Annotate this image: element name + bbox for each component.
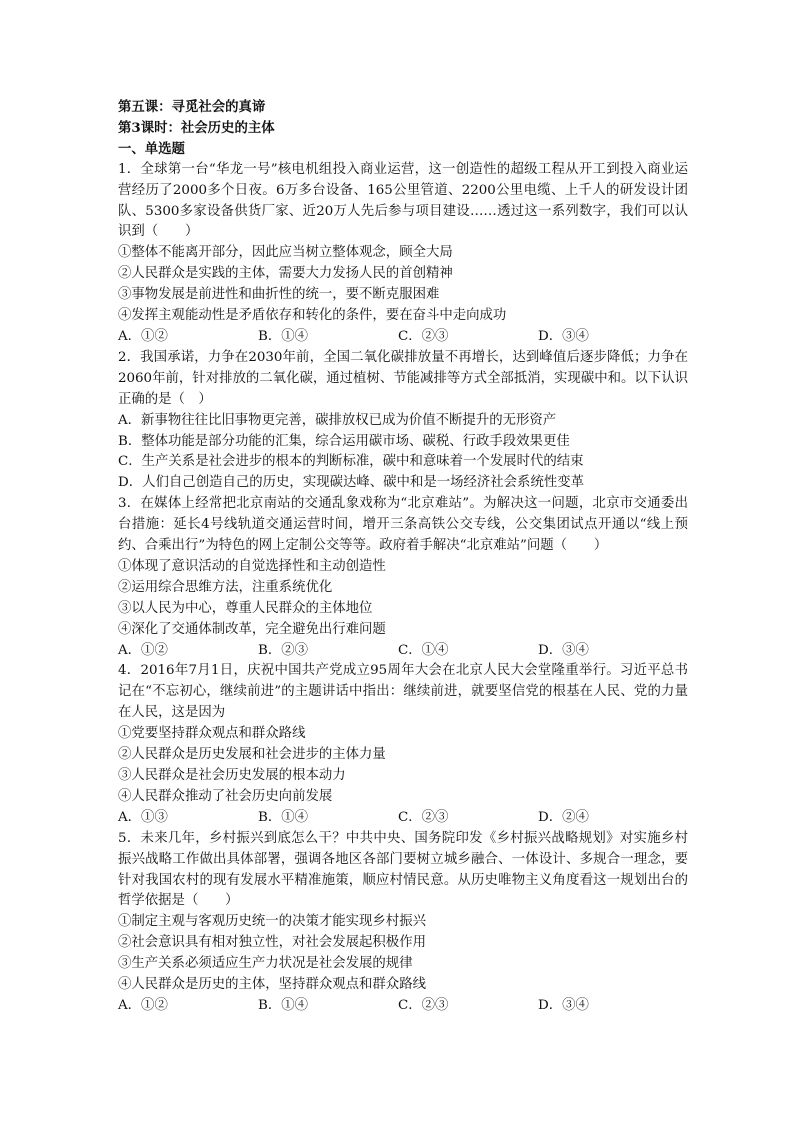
statement: ③生产关系必须适应生产力状况是社会发展的规律 [118, 956, 413, 972]
option-d: D．③④ [538, 642, 589, 658]
statement: ①党要坚持群众观点和群众路线 [118, 726, 306, 742]
option-d: D．②④ [538, 809, 589, 825]
option-a: A．①② [118, 642, 168, 658]
statement: ①体现了意识活动的自觉选择性和主动创造性 [118, 558, 386, 574]
question-3 [118, 494, 688, 661]
question-1 [118, 160, 688, 348]
statement: ②运用综合思维方法，注重系统优化 [118, 579, 333, 595]
question-stem: 1．全球第一台“华龙一号”核电机组投入商业运营，这一创造性的超级工程从开工到投入商业运营经历了2000多个日夜。6万多台设备、165公里管道、2200公里电缆、上千人的研发设计团队、5300多家设备供货厂家、近20万人先后参与项目建设……透过这一系列数字，我们可以认识到（ ） [118, 161, 688, 240]
option-b: B．①④ [258, 328, 309, 344]
question-stem: 3．在媒体上经常把北京南站的交通乱象戏称为“北京难站”。为解决这一问题，北京市交通委出台措施：延长4号线轨道交通运营时间，增开三条高铁公交专线，公交集团试点开通以“线上预约、合乘出行”为特色的网上定制公交等等。政府着手解决“北京难站”问题（ ） [118, 496, 688, 554]
option-c: C．生产关系是社会进步的根本的判断标准，碳中和意味着一个发展时代的结束 [118, 454, 584, 470]
statement: ①整体不能离开部分，因此应当树立整体观念，顾全大局 [118, 245, 453, 261]
question-stem: 4．2016年7月1日，庆祝中国共产党成立95周年大会在北京人民大会堂隆重举行。习近平总书记在“不忘初心，继续前进”的主题讲话中指出：继续前进，就要坚信党的根基在人民、党的力量在人民，这是因为 [118, 663, 688, 721]
statement: ②人民群众是历史发展和社会进步的主体力量 [118, 747, 386, 763]
option-b: B．整体功能是部分功能的汇集，综合运用碳市场、碳税、行政手段效果更佳 [118, 433, 570, 449]
question-2 [118, 348, 688, 494]
answer-options [118, 808, 688, 829]
option-a: A．①② [118, 328, 168, 344]
statement: ②人民群众是实践的主体，需要大力发扬人民的首创精神 [118, 266, 453, 282]
statement: ②社会意识具有相对独立性，对社会发展起积极作用 [118, 935, 426, 951]
lesson-title: 第五课：寻觅社会的真谛 [118, 99, 266, 115]
statement: ③事物发展是前进性和曲折性的统一，要不断克服困难 [118, 287, 440, 303]
document-page [118, 97, 688, 1017]
statement: ③人民群众是社会历史发展的根本动力 [118, 768, 346, 783]
option-c: C．②③ [398, 328, 449, 344]
statement: ①制定主观与客观历史统一的决策才能实现乡村振兴 [118, 914, 426, 930]
statement: ④人民群众是历史的主体，坚持群众观点和群众路线 [118, 977, 426, 993]
question-stem: 2．我国承诺，力争在2030年前，全国二氧化碳排放量不再增长，达到峰值后逐步降低；力争在2060年前，针对排放的二氧化碳，通过植树、节能减排等方式全部抵消，实现碳中和。以下认识正确的是（ ） [118, 349, 688, 407]
option-c: C．①④ [398, 642, 449, 658]
statement: ④发挥主观能动性是矛盾依存和转化的条件，要在奋斗中走向成功 [118, 308, 507, 324]
question-stem: 5．未来几年，乡村振兴到底怎么干？中共中央、国务院印发《乡村振兴战略规划》对实施乡村振兴战略工作做出具体部署，强调各地区各部门要树立城乡融合、一体设计、多规合一理念，要针对我国农村的现有发展水平精准施策，顺应村情民意。从历史唯物主义角度看这一规划出台的哲学依据是（ ） [118, 830, 688, 909]
question-5 [118, 829, 688, 1017]
option-b: B．①④ [258, 997, 309, 1013]
option-d: D．③④ [538, 997, 589, 1013]
option-a: A．新事物往往比旧事物更完善，碳排放权已成为价值不断提升的无形资产 [118, 412, 557, 428]
option-a: A．①② [118, 997, 168, 1013]
statement: ③以人民为中心，尊重人民群众的主体地位 [118, 600, 373, 616]
question-4 [118, 661, 688, 828]
answer-options [118, 996, 688, 1017]
option-d: D．人们自己创造自己的历史，实现碳达峰、碳中和是一场经济社会系统性变革 [118, 475, 585, 491]
statement: ④人民群众推动了社会历史向前发展 [118, 788, 333, 804]
option-d: D．③④ [538, 328, 589, 344]
option-b: B．①④ [258, 809, 309, 825]
option-a: A．①③ [118, 809, 168, 825]
option-c: C．②③ [398, 809, 449, 825]
option-c: C．②③ [398, 997, 449, 1013]
period-title: 第3课时：社会历史的主体 [118, 119, 275, 136]
option-b: B．②③ [258, 642, 309, 658]
answer-options [118, 641, 688, 662]
statement: ④深化了交通体制改革，完全避免出行难问题 [118, 621, 386, 637]
section-heading: 一、单选题 [118, 140, 185, 157]
answer-options [118, 327, 688, 348]
